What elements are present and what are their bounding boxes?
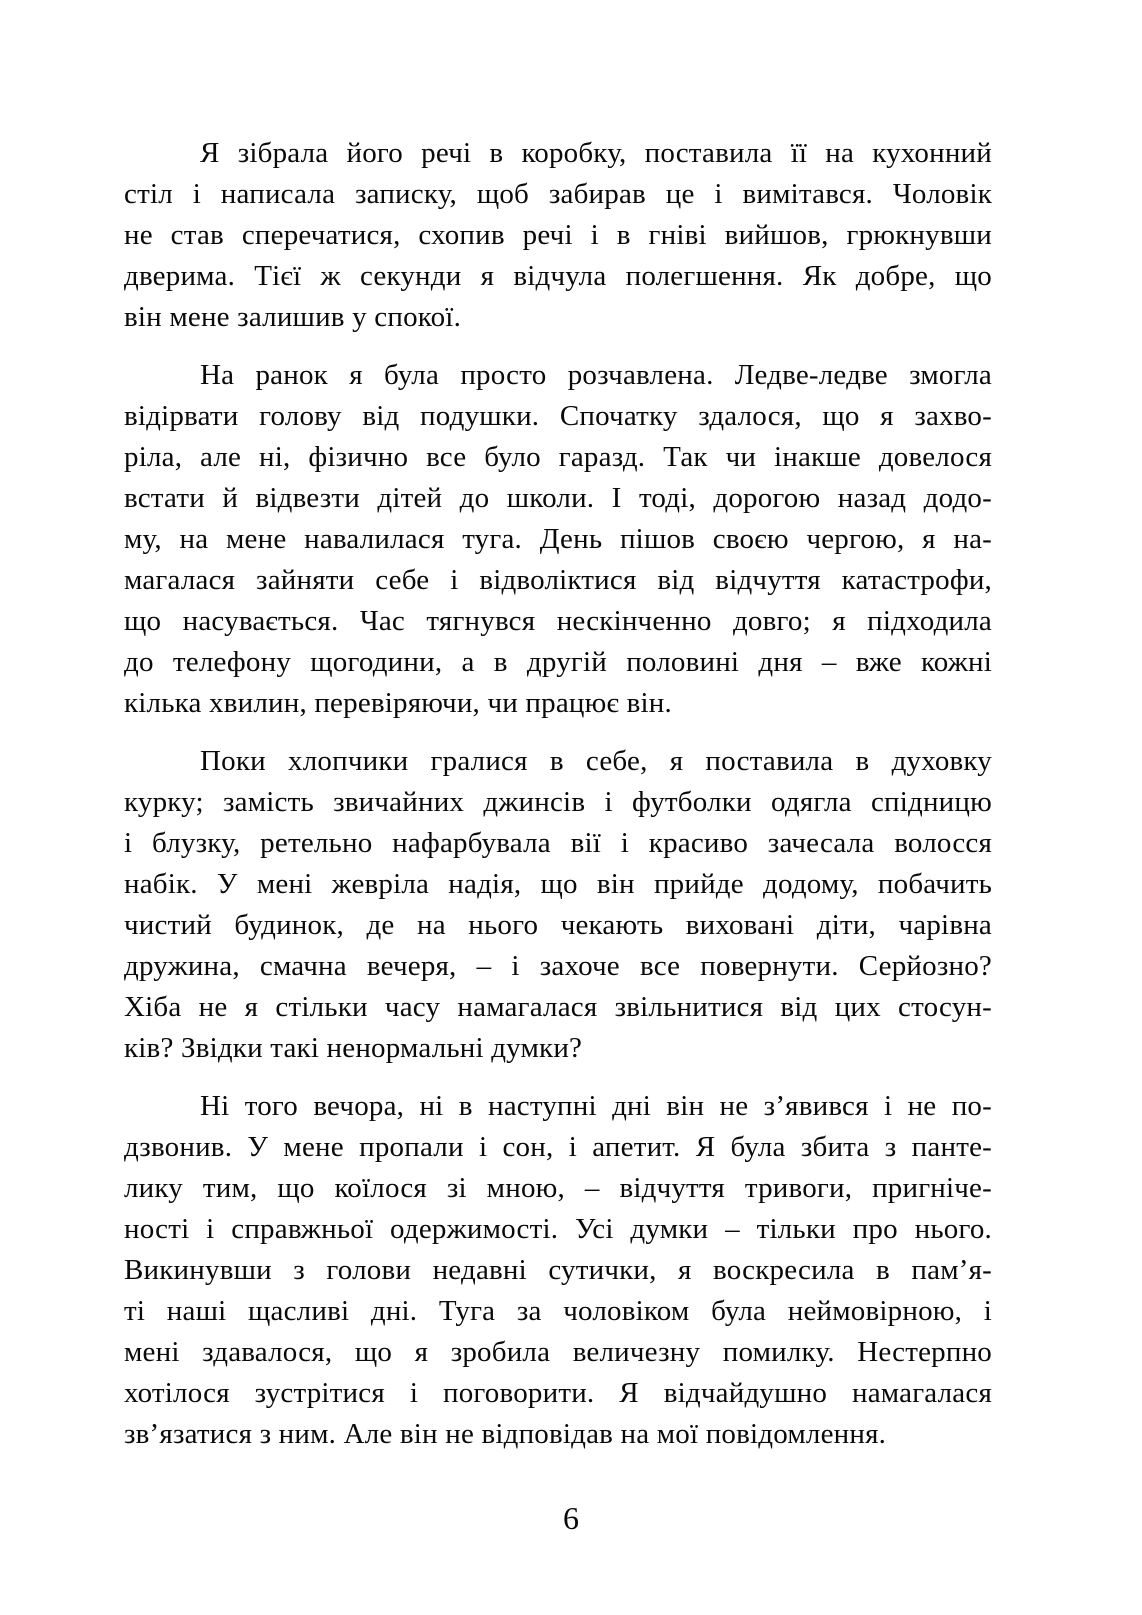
text-line: що насувається. Час тягнувся нескінченно довго; я підходила: [124, 605, 992, 637]
text-line: ності і справжньої одержимості. Усі думки – тільки про нього.: [124, 1213, 992, 1245]
text-line: встати й відвезти дітей до школи. І тоді, дорогою назад додо-: [124, 482, 992, 514]
text-line: і блузку, ретельно нафарбувала вії і красиво зачесала волосся: [124, 827, 992, 859]
text-line: На ранок я була просто розчавлена. Ледве-ледве змогла: [200, 359, 992, 391]
paragraph: [124, 741, 992, 1069]
text-line: дзвонив. У мене пропали і сон, і апетит. Я була збита з панте-: [124, 1131, 992, 1163]
text-line: дружина, смачна вечеря, – і захоче все повернути. Серйозно?: [124, 950, 992, 982]
text-line: Поки хлопчики гралися в себе, я поставила в духовку: [200, 745, 992, 777]
text-line: стіл і написала записку, щоб забирав це і вимітався. Чоловік: [124, 178, 992, 210]
text-line: ків? Звідки такі ненормальні думки?: [124, 1032, 583, 1064]
text-line: ті наші щасливі дні. Туга за чоловіком була неймовірною, і: [124, 1295, 992, 1327]
text-line: відірвати голову від подушки. Спочатку здалося, що я захво-: [124, 400, 992, 432]
text-line: чистий будинок, де на нього чекають виховані діти, чарівна: [124, 909, 992, 941]
text-line: набік. У мені жевріла надія, що він прийде додому, побачить: [124, 868, 992, 900]
text-line: Ні того вечора, ні в наступні дні він не з’явився і не по-: [200, 1090, 992, 1122]
text-line: Я зібрала його речі в коробку, поставила її на кухонний: [200, 137, 992, 169]
text-line: му, на мене навалилася туга. День пішов своєю чергою, я на-: [124, 523, 992, 555]
text-line: хотілося зустрітися і поговорити. Я відчайдушно намагалася: [124, 1377, 992, 1409]
text-line: не став сперечатися, схопив речі і в гніві вийшов, грюкнувши: [124, 219, 992, 251]
paragraph: [124, 1086, 992, 1455]
text-line: мені здавалося, що я зробила величезну помилку. Нестерпно: [124, 1336, 992, 1368]
page-number: 6: [563, 1500, 579, 1536]
text-line: до телефону щогодини, а в другій половині дня – вже кожні: [124, 646, 992, 678]
text-line: зв’язатися з ним. Але він не відповідав на мої повідомлення.: [124, 1418, 887, 1450]
text-line: магалася зайняти себе і відволіктися від відчуття катастрофи,: [124, 564, 992, 596]
paragraph: [124, 133, 992, 338]
text-line: кілька хвилин, перевіряючи, чи працює він.: [124, 687, 672, 719]
text-line: дверима. Тієї ж секунди я відчула полегшення. Як добре, що: [124, 260, 992, 292]
paragraph: [124, 355, 992, 724]
text-line: курку; замість звичайних джинсів і футболки одягла спідницю: [124, 786, 992, 818]
text-line: Викинувши з голови недавні сутички, я воскресила в пам’я-: [124, 1254, 992, 1286]
text-line: Хіба не я стільки часу намагалася звільнитися від цих стосун-: [124, 991, 992, 1023]
text-line: ріла, але ні, фізично все було гаразд. Так чи інакше довелося: [124, 441, 992, 473]
body-text: [124, 133, 992, 1472]
text-line: він мене залишив у спокої.: [124, 301, 462, 333]
text-line: лику тим, що коїлося зі мною, – відчуття тривоги, пригніче-: [124, 1172, 992, 1204]
